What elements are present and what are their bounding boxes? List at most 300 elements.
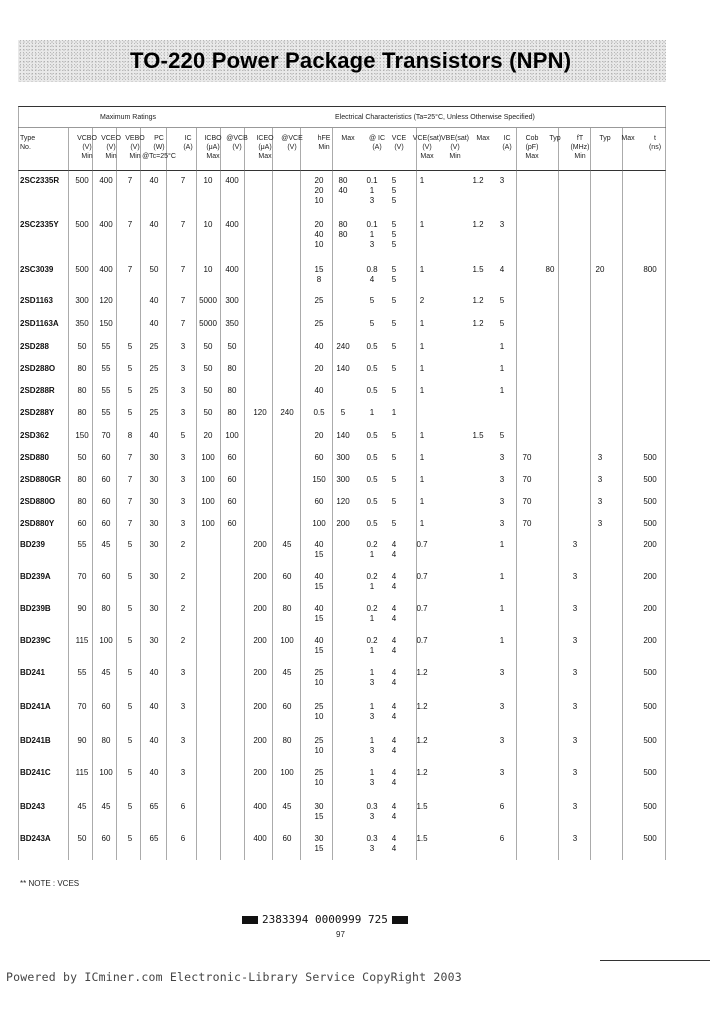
column-header: Max bbox=[621, 135, 635, 142]
row-cell-hfe-ic: 0.5 bbox=[366, 386, 378, 395]
footnote: ** NOTE : VCES bbox=[20, 879, 80, 888]
row-cell-vcb: 400 bbox=[225, 176, 239, 185]
table-column-divider bbox=[272, 128, 273, 860]
row-cell-hfe-ic: 0.3 3 bbox=[366, 834, 378, 853]
barcode-block-left bbox=[242, 916, 258, 924]
row-cell-hfe-min: 20 bbox=[314, 431, 324, 440]
row-cell-sat-ic: 3 bbox=[499, 668, 505, 677]
row-cell-hfe-min: 20 20 10 bbox=[314, 176, 324, 205]
row-cell-t: 500 bbox=[643, 519, 657, 528]
column-header: Typ bbox=[549, 135, 561, 142]
table-column-divider bbox=[166, 128, 167, 860]
row-cell-sat-ic: 5 bbox=[499, 319, 505, 328]
row-cell-vcbo: 50 bbox=[77, 453, 87, 462]
row-cell-vceo: 60 bbox=[101, 519, 111, 528]
row-cell-sat-ic: 3 bbox=[499, 768, 505, 777]
row-cell-hfe-vce: 5 bbox=[391, 386, 397, 395]
row-cell-vcb: 350 bbox=[225, 319, 239, 328]
row-cell-vce: 80 bbox=[282, 736, 292, 745]
row-cell-pc: 25 bbox=[149, 342, 159, 351]
row-cell-vcesat: 1.2 bbox=[416, 702, 428, 711]
row-cell-vce: 80 bbox=[282, 604, 292, 613]
row-cell-iceo: 200 bbox=[253, 572, 267, 581]
row-cell-vcb: 60 bbox=[227, 497, 237, 506]
row-cell-pc: 30 bbox=[149, 475, 159, 484]
row-cell-ft-typ: 3 bbox=[597, 453, 603, 462]
row-cell-pc: 65 bbox=[149, 802, 159, 811]
row-type-no: BD241B bbox=[20, 736, 51, 745]
row-cell-iceo: 200 bbox=[253, 668, 267, 677]
row-cell-vcb: 300 bbox=[225, 296, 239, 305]
row-cell-hfe-min: 20 bbox=[314, 364, 324, 373]
row-cell-hfe-ic: 0.5 bbox=[366, 431, 378, 440]
row-cell-vcbo: 80 bbox=[77, 408, 87, 417]
row-cell-vcbo: 50 bbox=[77, 342, 87, 351]
row-cell-t: 500 bbox=[643, 497, 657, 506]
row-cell-vcesat: 1 bbox=[419, 342, 425, 351]
page-number: 97 bbox=[336, 930, 345, 939]
row-cell-icbo: 50 bbox=[203, 386, 213, 395]
row-cell-hfe-vce: 5 bbox=[391, 497, 397, 506]
row-cell-sat-ic: 4 bbox=[499, 265, 505, 274]
row-cell-pc: 40 bbox=[149, 736, 159, 745]
row-type-no: BD239 bbox=[20, 540, 45, 549]
row-cell-hfe-ic: 1 3 bbox=[369, 736, 375, 755]
row-cell-t: 500 bbox=[643, 736, 657, 745]
row-cell-vcesat: 0.7 bbox=[416, 636, 428, 645]
row-cell-hfe-min: 60 bbox=[314, 497, 324, 506]
row-cell-pc: 50 bbox=[149, 265, 159, 274]
row-cell-hfe-min: 15 8 bbox=[314, 265, 324, 284]
row-cell-vcesat: 1 bbox=[419, 176, 425, 185]
row-cell-vcesat: 1 bbox=[419, 265, 425, 274]
table-column-divider bbox=[244, 128, 245, 860]
row-cell-hfe-ic: 0.2 1 bbox=[366, 636, 378, 655]
row-cell-vcesat: 2 bbox=[419, 296, 425, 305]
row-cell-pc: 25 bbox=[149, 386, 159, 395]
row-cell-sat-ic: 3 bbox=[499, 736, 505, 745]
row-cell-t: 200 bbox=[643, 572, 657, 581]
row-cell-ic: 5 bbox=[180, 431, 186, 440]
row-cell-cob-typ: 80 bbox=[545, 265, 555, 274]
row-type-no: BD239B bbox=[20, 604, 51, 613]
row-cell-ft-typ: 20 bbox=[595, 265, 605, 274]
row-cell-vbe-max: 1.2 bbox=[472, 220, 484, 229]
row-cell-pc: 40 bbox=[149, 768, 159, 777]
table-top-rule bbox=[18, 106, 666, 107]
row-cell-ft-min: 3 bbox=[572, 540, 578, 549]
row-cell-vebo: 7 bbox=[127, 453, 133, 462]
row-type-no: BD239A bbox=[20, 572, 51, 581]
row-cell-hfe-min: 40 bbox=[314, 386, 324, 395]
row-cell-vcbo: 70 bbox=[77, 702, 87, 711]
row-cell-hfe-vce: 5 5 5 bbox=[391, 220, 397, 249]
row-cell-vebo: 5 bbox=[127, 604, 133, 613]
row-cell-vceo: 400 bbox=[99, 220, 113, 229]
row-cell-vcbo: 500 bbox=[75, 265, 89, 274]
row-cell-sat-ic: 3 bbox=[499, 176, 505, 185]
row-cell-pc: 40 bbox=[149, 702, 159, 711]
row-cell-vcesat: 1.2 bbox=[416, 736, 428, 745]
row-type-no: 2SD1163 bbox=[20, 296, 53, 305]
row-cell-t: 500 bbox=[643, 834, 657, 843]
row-cell-vbe-max: 1.2 bbox=[472, 176, 484, 185]
row-cell-ic: 2 bbox=[180, 604, 186, 613]
row-cell-ic: 7 bbox=[180, 220, 186, 229]
row-cell-ic: 3 bbox=[180, 736, 186, 745]
row-cell-vceo: 60 bbox=[101, 834, 111, 843]
row-cell-vceo: 45 bbox=[101, 668, 111, 677]
row-cell-vebo: 7 bbox=[127, 265, 133, 274]
row-cell-vcesat: 1 bbox=[419, 431, 425, 440]
row-cell-ft-min: 3 bbox=[572, 636, 578, 645]
row-cell-hfe-min: 25 10 bbox=[314, 736, 324, 755]
barcode bbox=[238, 913, 412, 926]
row-cell-sat-ic: 5 bbox=[499, 296, 505, 305]
row-cell-vceo: 45 bbox=[101, 802, 111, 811]
row-cell-vceo: 60 bbox=[101, 702, 111, 711]
page-title: TO-220 Power Package Transistors (NPN) bbox=[130, 48, 572, 73]
row-cell-iceo: 120 bbox=[253, 408, 267, 417]
row-cell-vceo: 150 bbox=[99, 319, 113, 328]
row-cell-sat-ic: 6 bbox=[499, 802, 505, 811]
row-cell-sat-ic: 1 bbox=[499, 604, 505, 613]
row-cell-ic: 3 bbox=[180, 519, 186, 528]
row-cell-vceo: 100 bbox=[99, 636, 113, 645]
column-header: Typ bbox=[599, 135, 611, 142]
row-cell-vcb: 80 bbox=[227, 364, 237, 373]
row-cell-ic: 3 bbox=[180, 342, 186, 351]
row-cell-hfe-ic: 1 3 bbox=[369, 668, 375, 687]
row-cell-pc: 40 bbox=[149, 668, 159, 677]
row-type-no: 2SC2335R bbox=[20, 176, 60, 185]
column-header: Cob (pF) Max bbox=[525, 135, 539, 160]
row-cell-vce: 60 bbox=[282, 572, 292, 581]
row-cell-vcbo: 45 bbox=[77, 802, 87, 811]
row-cell-ft-min: 3 bbox=[572, 604, 578, 613]
row-cell-hfe-min: 40 15 bbox=[314, 540, 324, 559]
row-cell-vcesat: 1 bbox=[419, 220, 425, 229]
row-cell-vcb: 100 bbox=[225, 431, 239, 440]
row-cell-hfe-min: 25 10 bbox=[314, 768, 324, 787]
row-cell-icbo: 50 bbox=[203, 408, 213, 417]
column-header: VBE(sat) (V) Min bbox=[440, 135, 469, 160]
row-cell-vceo: 80 bbox=[101, 736, 111, 745]
row-cell-hfe-max: 140 bbox=[336, 431, 350, 440]
table-column-divider bbox=[590, 128, 591, 860]
table-column-divider bbox=[558, 128, 559, 860]
row-cell-hfe-vce: 5 bbox=[391, 431, 397, 440]
row-type-no: 2SD288Y bbox=[20, 408, 55, 417]
column-header: VCBO (V) Min bbox=[77, 135, 97, 160]
row-cell-vcb: 60 bbox=[227, 475, 237, 484]
column-header: VCEO (V) Min bbox=[101, 135, 121, 160]
row-cell-vcesat: 1 bbox=[419, 497, 425, 506]
row-cell-pc: 30 bbox=[149, 604, 159, 613]
row-type-no: BD241C bbox=[20, 768, 51, 777]
row-cell-sat-ic: 6 bbox=[499, 834, 505, 843]
row-cell-sat-ic: 5 bbox=[499, 431, 505, 440]
table-column-divider bbox=[140, 128, 141, 860]
row-cell-hfe-vce: 1 bbox=[391, 408, 397, 417]
row-cell-vcbo: 500 bbox=[75, 220, 89, 229]
row-type-no: 2SD288O bbox=[20, 364, 56, 373]
row-cell-sat-ic: 1 bbox=[499, 636, 505, 645]
row-type-no: 2SC2335Y bbox=[20, 220, 59, 229]
row-cell-vbe-max: 1.2 bbox=[472, 296, 484, 305]
footer-credit: Powered by ICminer.com Electronic-Library Service CopyRight 2003 bbox=[6, 970, 462, 984]
row-cell-sat-ic: 1 bbox=[499, 386, 505, 395]
row-cell-hfe-max: 300 bbox=[336, 475, 350, 484]
table-column-divider bbox=[416, 128, 417, 860]
row-cell-hfe-min: 25 bbox=[314, 319, 324, 328]
row-cell-vceo: 70 bbox=[101, 431, 111, 440]
row-cell-vebo: 5 bbox=[127, 802, 133, 811]
row-cell-pc: 40 bbox=[149, 176, 159, 185]
row-cell-vcbo: 80 bbox=[77, 386, 87, 395]
row-cell-hfe-vce: 5 5 bbox=[391, 265, 397, 284]
table-column-divider bbox=[665, 106, 666, 860]
footer-rule bbox=[600, 960, 710, 961]
row-cell-sat-ic: 3 bbox=[499, 220, 505, 229]
row-type-no: 2SD880GR bbox=[20, 475, 61, 484]
row-cell-iceo: 400 bbox=[253, 834, 267, 843]
table-column-divider bbox=[116, 128, 117, 860]
row-cell-vebo: 7 bbox=[127, 220, 133, 229]
row-cell-vebo: 5 bbox=[127, 342, 133, 351]
row-cell-hfe-vce: 5 bbox=[391, 319, 397, 328]
table-column-divider bbox=[18, 106, 19, 860]
row-cell-hfe-max: 300 bbox=[336, 453, 350, 462]
row-cell-hfe-min: 25 bbox=[314, 296, 324, 305]
row-cell-ic: 7 bbox=[180, 319, 186, 328]
row-cell-vcb: 50 bbox=[227, 342, 237, 351]
row-cell-vebo: 5 bbox=[127, 668, 133, 677]
column-header: IC (A) bbox=[502, 135, 512, 151]
row-cell-ic: 6 bbox=[180, 834, 186, 843]
table-column-divider bbox=[92, 128, 93, 860]
row-cell-vceo: 400 bbox=[99, 176, 113, 185]
row-cell-pc: 65 bbox=[149, 834, 159, 843]
row-cell-icbo: 100 bbox=[201, 453, 215, 462]
row-cell-vcbo: 300 bbox=[75, 296, 89, 305]
row-cell-icbo: 10 bbox=[203, 220, 213, 229]
row-cell-cob-max: 70 bbox=[522, 497, 532, 506]
row-cell-ft-min: 3 bbox=[572, 668, 578, 677]
row-cell-vebo: 7 bbox=[127, 497, 133, 506]
row-cell-sat-ic: 3 bbox=[499, 453, 505, 462]
row-cell-icbo: 50 bbox=[203, 364, 213, 373]
row-cell-ic: 3 bbox=[180, 386, 186, 395]
column-header: @VCB (V) bbox=[226, 135, 248, 151]
row-cell-t: 500 bbox=[643, 802, 657, 811]
row-cell-vce: 100 bbox=[280, 768, 294, 777]
row-cell-vebo: 5 bbox=[127, 736, 133, 745]
row-cell-hfe-max: 140 bbox=[336, 364, 350, 373]
row-cell-ft-min: 3 bbox=[572, 702, 578, 711]
row-cell-vcbo: 60 bbox=[77, 519, 87, 528]
row-cell-icbo: 100 bbox=[201, 475, 215, 484]
column-header: Max bbox=[476, 135, 490, 142]
column-header: fT (MHz) Min bbox=[570, 135, 590, 160]
row-cell-icbo: 20 bbox=[203, 431, 213, 440]
row-cell-vce: 45 bbox=[282, 668, 292, 677]
row-cell-vce: 45 bbox=[282, 540, 292, 549]
row-cell-vcbo: 55 bbox=[77, 540, 87, 549]
row-cell-ft-min: 3 bbox=[572, 736, 578, 745]
row-cell-vcb: 80 bbox=[227, 408, 237, 417]
column-header: t (ns) bbox=[648, 135, 662, 151]
row-cell-t: 500 bbox=[643, 668, 657, 677]
table-column-divider bbox=[220, 128, 221, 860]
column-header: Type No. bbox=[20, 135, 36, 151]
row-cell-ic: 3 bbox=[180, 497, 186, 506]
row-cell-vcbo: 55 bbox=[77, 668, 87, 677]
row-cell-icbo: 100 bbox=[201, 497, 215, 506]
row-cell-vcbo: 150 bbox=[75, 431, 89, 440]
row-cell-hfe-ic: 1 3 bbox=[369, 768, 375, 787]
row-cell-ic: 3 bbox=[180, 668, 186, 677]
row-cell-vceo: 60 bbox=[101, 475, 111, 484]
row-cell-hfe-ic: 0.2 1 bbox=[366, 540, 378, 559]
barcode-text: 2383394 0000999 725 bbox=[262, 913, 388, 926]
row-cell-hfe-vce: 4 4 bbox=[391, 636, 397, 655]
row-cell-hfe-min: 40 15 bbox=[314, 604, 324, 623]
row-cell-t: 500 bbox=[643, 702, 657, 711]
row-cell-pc: 25 bbox=[149, 364, 159, 373]
row-cell-t: 200 bbox=[643, 604, 657, 613]
column-header: @ IC (A) bbox=[368, 135, 386, 151]
row-cell-vcesat: 0.7 bbox=[416, 572, 428, 581]
row-cell-ft-typ: 3 bbox=[597, 497, 603, 506]
row-cell-hfe-ic: 0.2 1 bbox=[366, 604, 378, 623]
row-cell-t: 200 bbox=[643, 540, 657, 549]
row-type-no: BD243 bbox=[20, 802, 45, 811]
row-cell-pc: 30 bbox=[149, 572, 159, 581]
column-header: hFE Min bbox=[317, 135, 331, 151]
row-cell-hfe-ic: 1 3 bbox=[369, 702, 375, 721]
row-cell-vceo: 55 bbox=[101, 408, 111, 417]
row-cell-hfe-ic: 0.5 bbox=[366, 497, 378, 506]
row-cell-hfe-max: 80 80 bbox=[338, 220, 348, 239]
row-cell-cob-max: 70 bbox=[522, 475, 532, 484]
row-cell-ic: 2 bbox=[180, 540, 186, 549]
row-cell-vcesat: 0.7 bbox=[416, 540, 428, 549]
row-cell-hfe-vce: 4 4 bbox=[391, 572, 397, 591]
row-cell-vcbo: 80 bbox=[77, 475, 87, 484]
row-cell-iceo: 200 bbox=[253, 702, 267, 711]
row-cell-ft-min: 3 bbox=[572, 572, 578, 581]
row-cell-hfe-max: 240 bbox=[336, 342, 350, 351]
row-cell-hfe-ic: 0.3 3 bbox=[366, 802, 378, 821]
row-cell-vcesat: 1.2 bbox=[416, 768, 428, 777]
row-cell-sat-ic: 3 bbox=[499, 475, 505, 484]
row-type-no: BD241A bbox=[20, 702, 51, 711]
row-cell-hfe-min: 30 15 bbox=[314, 834, 324, 853]
row-cell-vceo: 80 bbox=[101, 604, 111, 613]
row-cell-vebo: 5 bbox=[127, 386, 133, 395]
row-cell-hfe-ic: 0.5 bbox=[366, 342, 378, 351]
row-cell-vceo: 55 bbox=[101, 386, 111, 395]
row-cell-hfe-vce: 5 bbox=[391, 519, 397, 528]
row-cell-vcb: 80 bbox=[227, 386, 237, 395]
row-cell-vebo: 5 bbox=[127, 636, 133, 645]
barcode-block-right bbox=[392, 916, 408, 924]
row-cell-vebo: 5 bbox=[127, 540, 133, 549]
row-cell-iceo: 200 bbox=[253, 768, 267, 777]
row-cell-vcesat: 1.2 bbox=[416, 668, 428, 677]
row-cell-hfe-min: 40 bbox=[314, 342, 324, 351]
row-cell-hfe-max: 5 bbox=[340, 408, 346, 417]
column-header: VCE (V) bbox=[391, 135, 407, 151]
row-cell-vebo: 5 bbox=[127, 834, 133, 843]
column-header: Max bbox=[341, 135, 355, 142]
row-cell-sat-ic: 1 bbox=[499, 572, 505, 581]
row-cell-vebo: 8 bbox=[127, 431, 133, 440]
row-cell-hfe-ic: 0.2 1 bbox=[366, 572, 378, 591]
row-cell-hfe-vce: 4 4 bbox=[391, 668, 397, 687]
row-cell-hfe-ic: 0.1 1 3 bbox=[366, 220, 378, 249]
row-cell-hfe-min: 40 15 bbox=[314, 572, 324, 591]
row-cell-iceo: 400 bbox=[253, 802, 267, 811]
row-cell-hfe-ic: 0.5 bbox=[366, 519, 378, 528]
row-cell-pc: 30 bbox=[149, 519, 159, 528]
column-header: ICEO (μA) Max bbox=[256, 135, 274, 160]
row-cell-hfe-vce: 4 4 bbox=[391, 702, 397, 721]
column-header: VCE(sat) (V) Max bbox=[412, 135, 442, 160]
row-cell-hfe-ic: 0.5 bbox=[366, 364, 378, 373]
row-cell-pc: 40 bbox=[149, 220, 159, 229]
row-cell-vcesat: 1 bbox=[419, 386, 425, 395]
row-cell-hfe-ic: 0.8 4 bbox=[366, 265, 378, 284]
row-cell-pc: 30 bbox=[149, 540, 159, 549]
row-type-no: 2SD288R bbox=[20, 386, 55, 395]
row-cell-ic: 2 bbox=[180, 572, 186, 581]
row-cell-sat-ic: 1 bbox=[499, 342, 505, 351]
row-cell-sat-ic: 3 bbox=[499, 497, 505, 506]
row-cell-hfe-min: 25 10 bbox=[314, 702, 324, 721]
row-cell-ft-min: 3 bbox=[572, 768, 578, 777]
row-cell-icbo: 10 bbox=[203, 265, 213, 274]
row-cell-hfe-vce: 4 4 bbox=[391, 604, 397, 623]
row-type-no: BD241 bbox=[20, 668, 45, 677]
row-cell-pc: 40 bbox=[149, 319, 159, 328]
row-type-no: BD243A bbox=[20, 834, 51, 843]
row-cell-hfe-min: 60 bbox=[314, 453, 324, 462]
row-cell-t: 500 bbox=[643, 768, 657, 777]
row-type-no: 2SD880 bbox=[20, 453, 49, 462]
row-cell-vcesat: 1 bbox=[419, 519, 425, 528]
row-cell-cob-max: 70 bbox=[522, 519, 532, 528]
table-column-divider bbox=[196, 128, 197, 860]
row-cell-t: 800 bbox=[643, 265, 657, 274]
row-type-no: 2SC3039 bbox=[20, 265, 54, 274]
row-type-no: 2SD880O bbox=[20, 497, 56, 506]
row-type-no: 2SD362 bbox=[20, 431, 49, 440]
row-cell-hfe-vce: 5 bbox=[391, 475, 397, 484]
row-cell-hfe-ic: 5 bbox=[369, 319, 375, 328]
row-cell-icbo: 50 bbox=[203, 342, 213, 351]
row-cell-hfe-max: 80 40 bbox=[338, 176, 348, 195]
row-cell-hfe-min: 25 10 bbox=[314, 668, 324, 687]
row-cell-vcesat: 1 bbox=[419, 475, 425, 484]
column-header: IC (A) bbox=[183, 135, 193, 151]
row-cell-hfe-min: 20 40 10 bbox=[314, 220, 324, 249]
row-cell-vceo: 55 bbox=[101, 342, 111, 351]
row-cell-vceo: 400 bbox=[99, 265, 113, 274]
row-cell-ic: 3 bbox=[180, 408, 186, 417]
row-cell-hfe-min: 30 15 bbox=[314, 802, 324, 821]
